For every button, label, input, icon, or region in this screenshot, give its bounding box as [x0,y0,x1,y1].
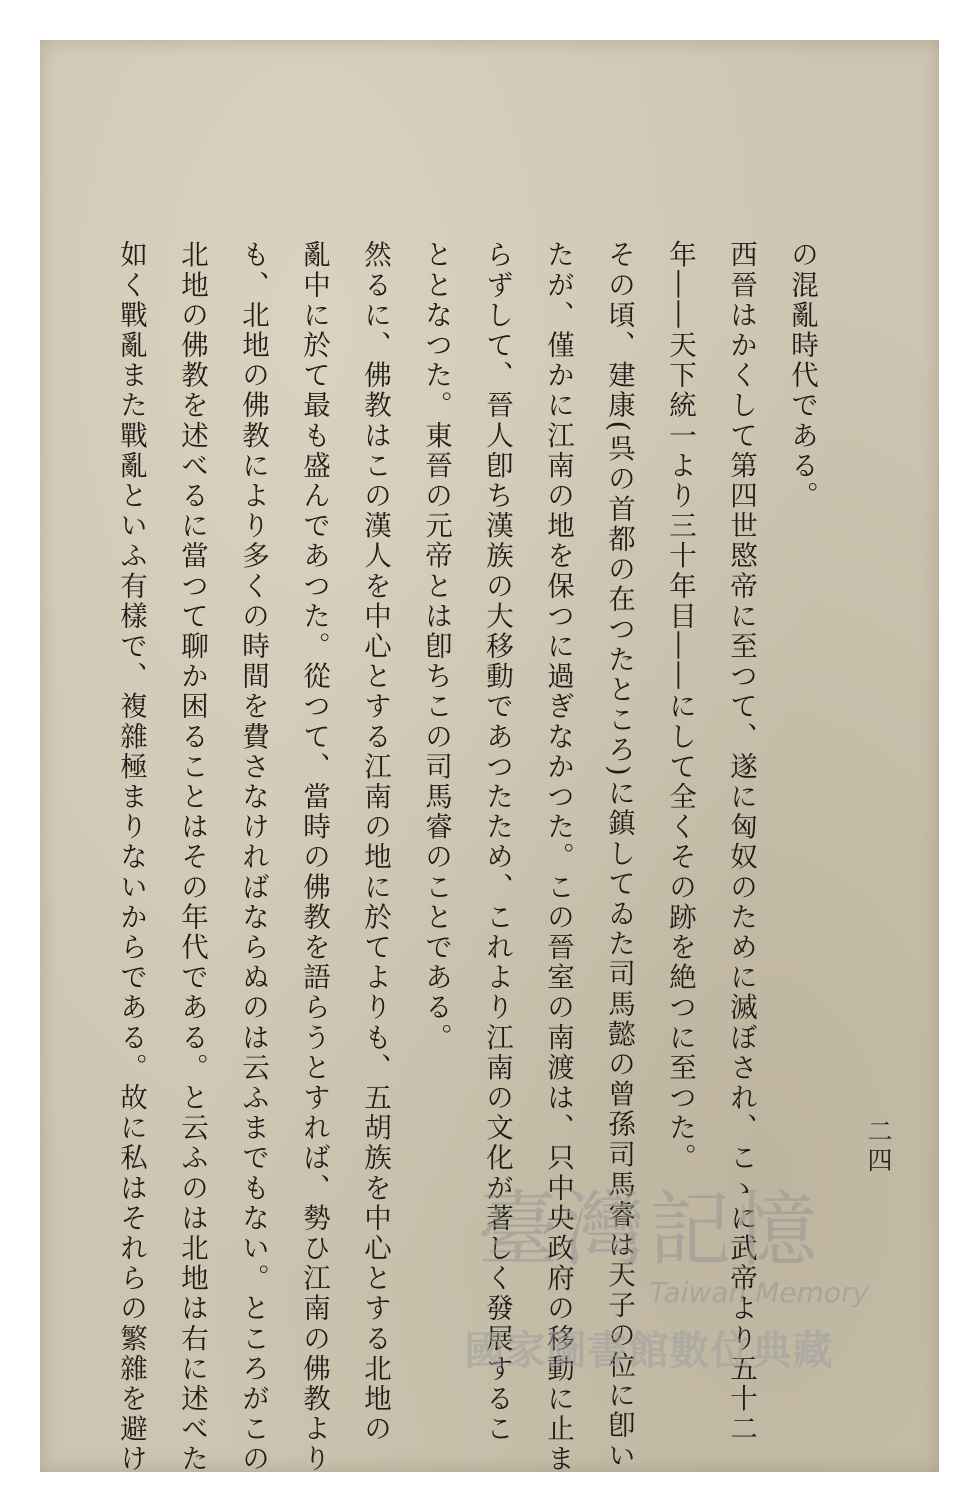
text-line: 西晉はかくして第四世愍帝に至つて、遂に匈奴のために滅ぼされ、こゝに武帝より五十二 [725,240,757,1444]
text-line: 如く戰亂また戰亂といふ有樣で、複雜極まりないからである。故に私はそれらの繁雜を避け [115,240,147,1475]
book-page [40,40,939,1475]
text-line: も、北地の佛教により多くの時間を費さなければならぬのは云ふまでもない。ところがこの [237,240,269,1475]
text-line: らずして、晉人卽ち漢族の大移動であつたため、これより江南の文化が著しく發展するこ [481,240,513,1444]
text-line: その頃、建康(呉の首都の在つたところ)に鎮してゐた司馬懿の曾孫司馬睿は天子の位に卽い [603,240,635,1471]
text-line: 年――天下統一より三十年目――にして全くその跡を絶つに至つた。 [664,240,696,1174]
text-line: ととなつた。東晉の元帝とは卽ちこの司馬睿のことである。 [420,240,452,1053]
vertical-text-body [88,240,832,1475]
watermark-english: Taiwan Memory [649,1276,869,1309]
watermark-title: 臺灣記憶 [476,1183,821,1278]
page-number: 二四 [864,1118,893,1176]
text-line: 然るに、佛教はこの漢人を中心とする江南の地に於てよりも、五胡族を中心とする北地の [359,240,391,1444]
watermark-subtitle: 國家圖書館數位典藏 [464,1328,834,1374]
text-line: たが、僅かに江南の地を保つに過ぎなかつた。この晉室の南渡は、只中央政府の移動に止ま [542,240,574,1475]
text-line: 北地の佛教を述べるに當つて聊か困ることはその年代である。と云ふのは北地は右に述べた [176,240,208,1475]
text-line: 亂中に於て最も盛んであつた。從つて、當時の佛教を語らうとすれば、勢ひ江南の佛教より [298,240,330,1475]
text-line: の混亂時代である。 [786,240,818,511]
